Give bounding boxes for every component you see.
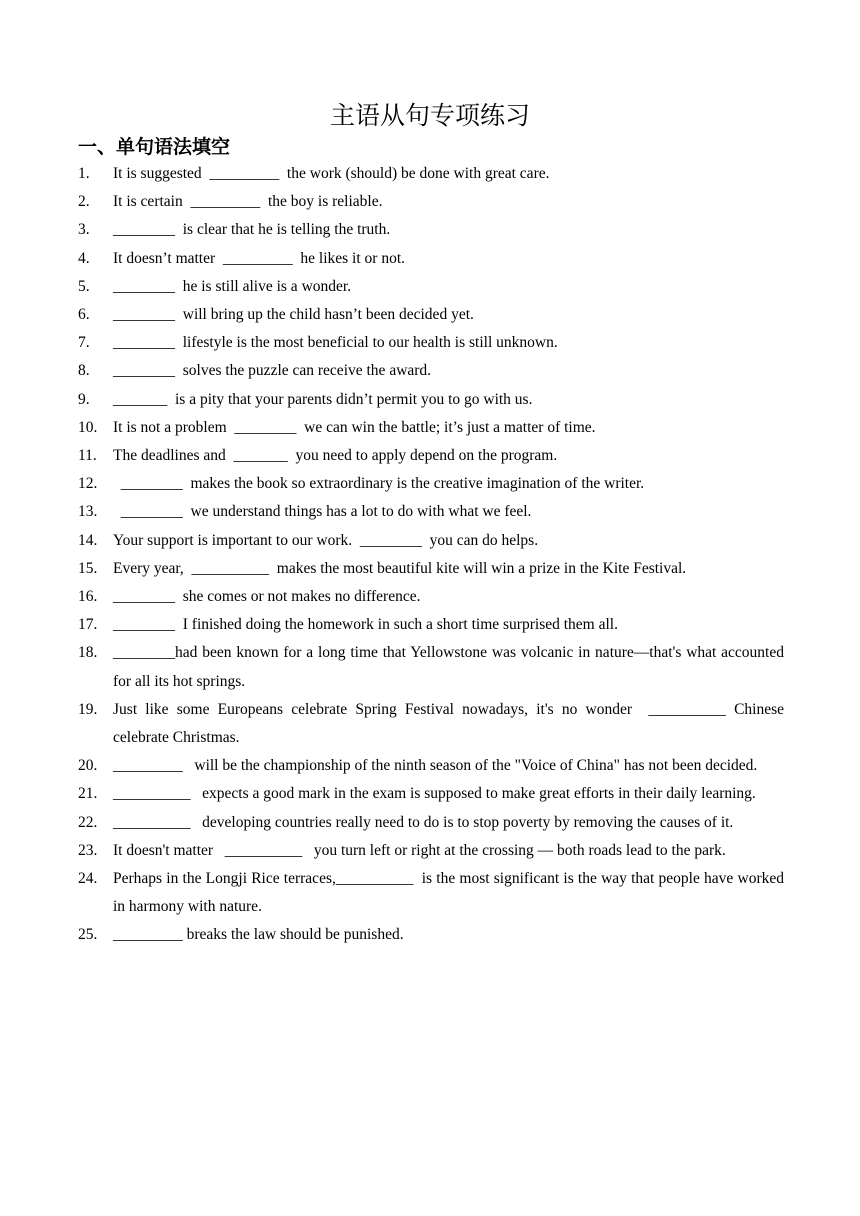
question-number: 18. <box>78 644 98 662</box>
question-item <box>78 301 784 329</box>
question-number: 25. <box>78 926 98 944</box>
question-text: Just like some Europeans celebrate Spring Festival nowadays, it's no wonder __________ Chinese celebrate Christmas. <box>113 700 788 747</box>
question-number: 5. <box>78 277 90 295</box>
question-number: 2. <box>78 193 90 211</box>
question-item <box>78 555 784 583</box>
question-list <box>78 160 788 950</box>
question-number: 15. <box>78 559 98 577</box>
question-text: It is suggested _________ the work (should) be done with great care. <box>113 165 550 182</box>
question-item <box>78 752 784 780</box>
question-text: _______ is a pity that your parents didn’t permit you to go with us. <box>113 390 533 408</box>
question-item <box>78 216 784 244</box>
question-number: 6. <box>78 306 90 324</box>
question-item <box>78 442 784 470</box>
question-item <box>78 639 788 695</box>
question-number: 24. <box>78 870 98 888</box>
question-text: ________ he is still alive is a wonder. <box>113 277 352 295</box>
question-text: Every year, __________ makes the most beautiful kite will win a prize in the Kite Festival. <box>113 559 687 577</box>
question-text: ________ she comes or not makes no difference. <box>113 588 421 606</box>
question-text: It doesn't matter __________ you turn left or right at the crossing — both roads lead to the park. <box>113 841 726 859</box>
question-number: 23. <box>78 841 98 859</box>
question-text: ________ makes the book so extraordinary is the creative imagination of the writer. <box>113 475 645 493</box>
question-item <box>78 357 784 385</box>
question-text: _________ breaks the law should be punished. <box>113 926 404 944</box>
question-item <box>78 245 784 273</box>
question-number: 12. <box>78 475 98 493</box>
question-item <box>78 527 784 555</box>
question-item <box>78 160 784 188</box>
section-heading: 一、单句语法填空 <box>78 136 231 158</box>
question-item <box>78 188 784 216</box>
page-title: 主语从句专项练习 <box>329 101 530 130</box>
question-text: __________ expects a good mark in the exam is supposed to make great efforts in their daily learning. <box>113 785 756 803</box>
question-number: 13. <box>78 503 98 521</box>
question-number: 4. <box>78 249 90 267</box>
question-item <box>78 611 784 639</box>
question-item <box>78 470 784 498</box>
question-item <box>78 696 788 752</box>
question-text: It is not a problem ________ we can win the battle; it’s just a matter of time. <box>113 418 596 436</box>
question-text: __________ developing countries really need to do is to stop poverty by removing the causes of it. <box>113 813 734 831</box>
question-item <box>78 583 784 611</box>
question-number: 21. <box>78 785 98 803</box>
question-item <box>78 837 784 865</box>
question-item <box>78 921 784 949</box>
question-text: ________ will bring up the child hasn’t been decided yet. <box>113 306 474 324</box>
question-number: 19. <box>78 700 98 718</box>
question-text: Your support is important to our work. ________ you can do helps. <box>113 531 539 549</box>
question-number: 22. <box>78 813 98 831</box>
question-text: ________ we understand things has a lot to do with what we feel. <box>113 503 532 521</box>
question-text: ________ is clear that he is telling the truth. <box>113 221 391 239</box>
question-text: It is certain _________ the boy is reliable. <box>113 193 383 211</box>
question-number: 17. <box>78 616 98 634</box>
question-text: ________ I finished doing the homework in such a short time surprised them all. <box>113 616 618 634</box>
question-item <box>78 414 784 442</box>
question-item <box>78 865 788 921</box>
question-number: 9. <box>78 390 90 408</box>
question-number: 11. <box>78 447 97 465</box>
question-number: 1. <box>78 165 90 182</box>
question-text: ________had been known for a long time that Yellowstone was volcanic in nature—that's what accounted for all its hot springs. <box>113 644 788 690</box>
question-item <box>78 780 784 808</box>
question-text: Perhaps in the Longji Rice terraces,__________ is the most significant is the way that people have worked in harmony with nature. <box>113 870 788 916</box>
question-item <box>78 809 784 837</box>
question-text: It doesn’t matter _________ he likes it or not. <box>113 249 406 267</box>
question-text: The deadlines and _______ you need to apply depend on the program. <box>113 447 558 465</box>
question-number: 8. <box>78 362 90 380</box>
question-number: 20. <box>78 757 98 775</box>
question-text: _________ will be the championship of the ninth season of the "Voice of China" has not been decided. <box>113 757 758 775</box>
question-item <box>78 386 784 414</box>
question-item <box>78 273 784 301</box>
question-number: 10. <box>78 418 98 436</box>
question-text: ________ lifestyle is the most beneficial to our health is still unknown. <box>113 334 558 352</box>
question-number: 16. <box>78 588 98 606</box>
question-number: 3. <box>78 221 90 239</box>
question-item <box>78 498 784 526</box>
question-number: 7. <box>78 334 90 352</box>
question-text: ________ solves the puzzle can receive the award. <box>113 362 432 380</box>
question-number: 14. <box>78 531 98 549</box>
question-item <box>78 329 784 357</box>
